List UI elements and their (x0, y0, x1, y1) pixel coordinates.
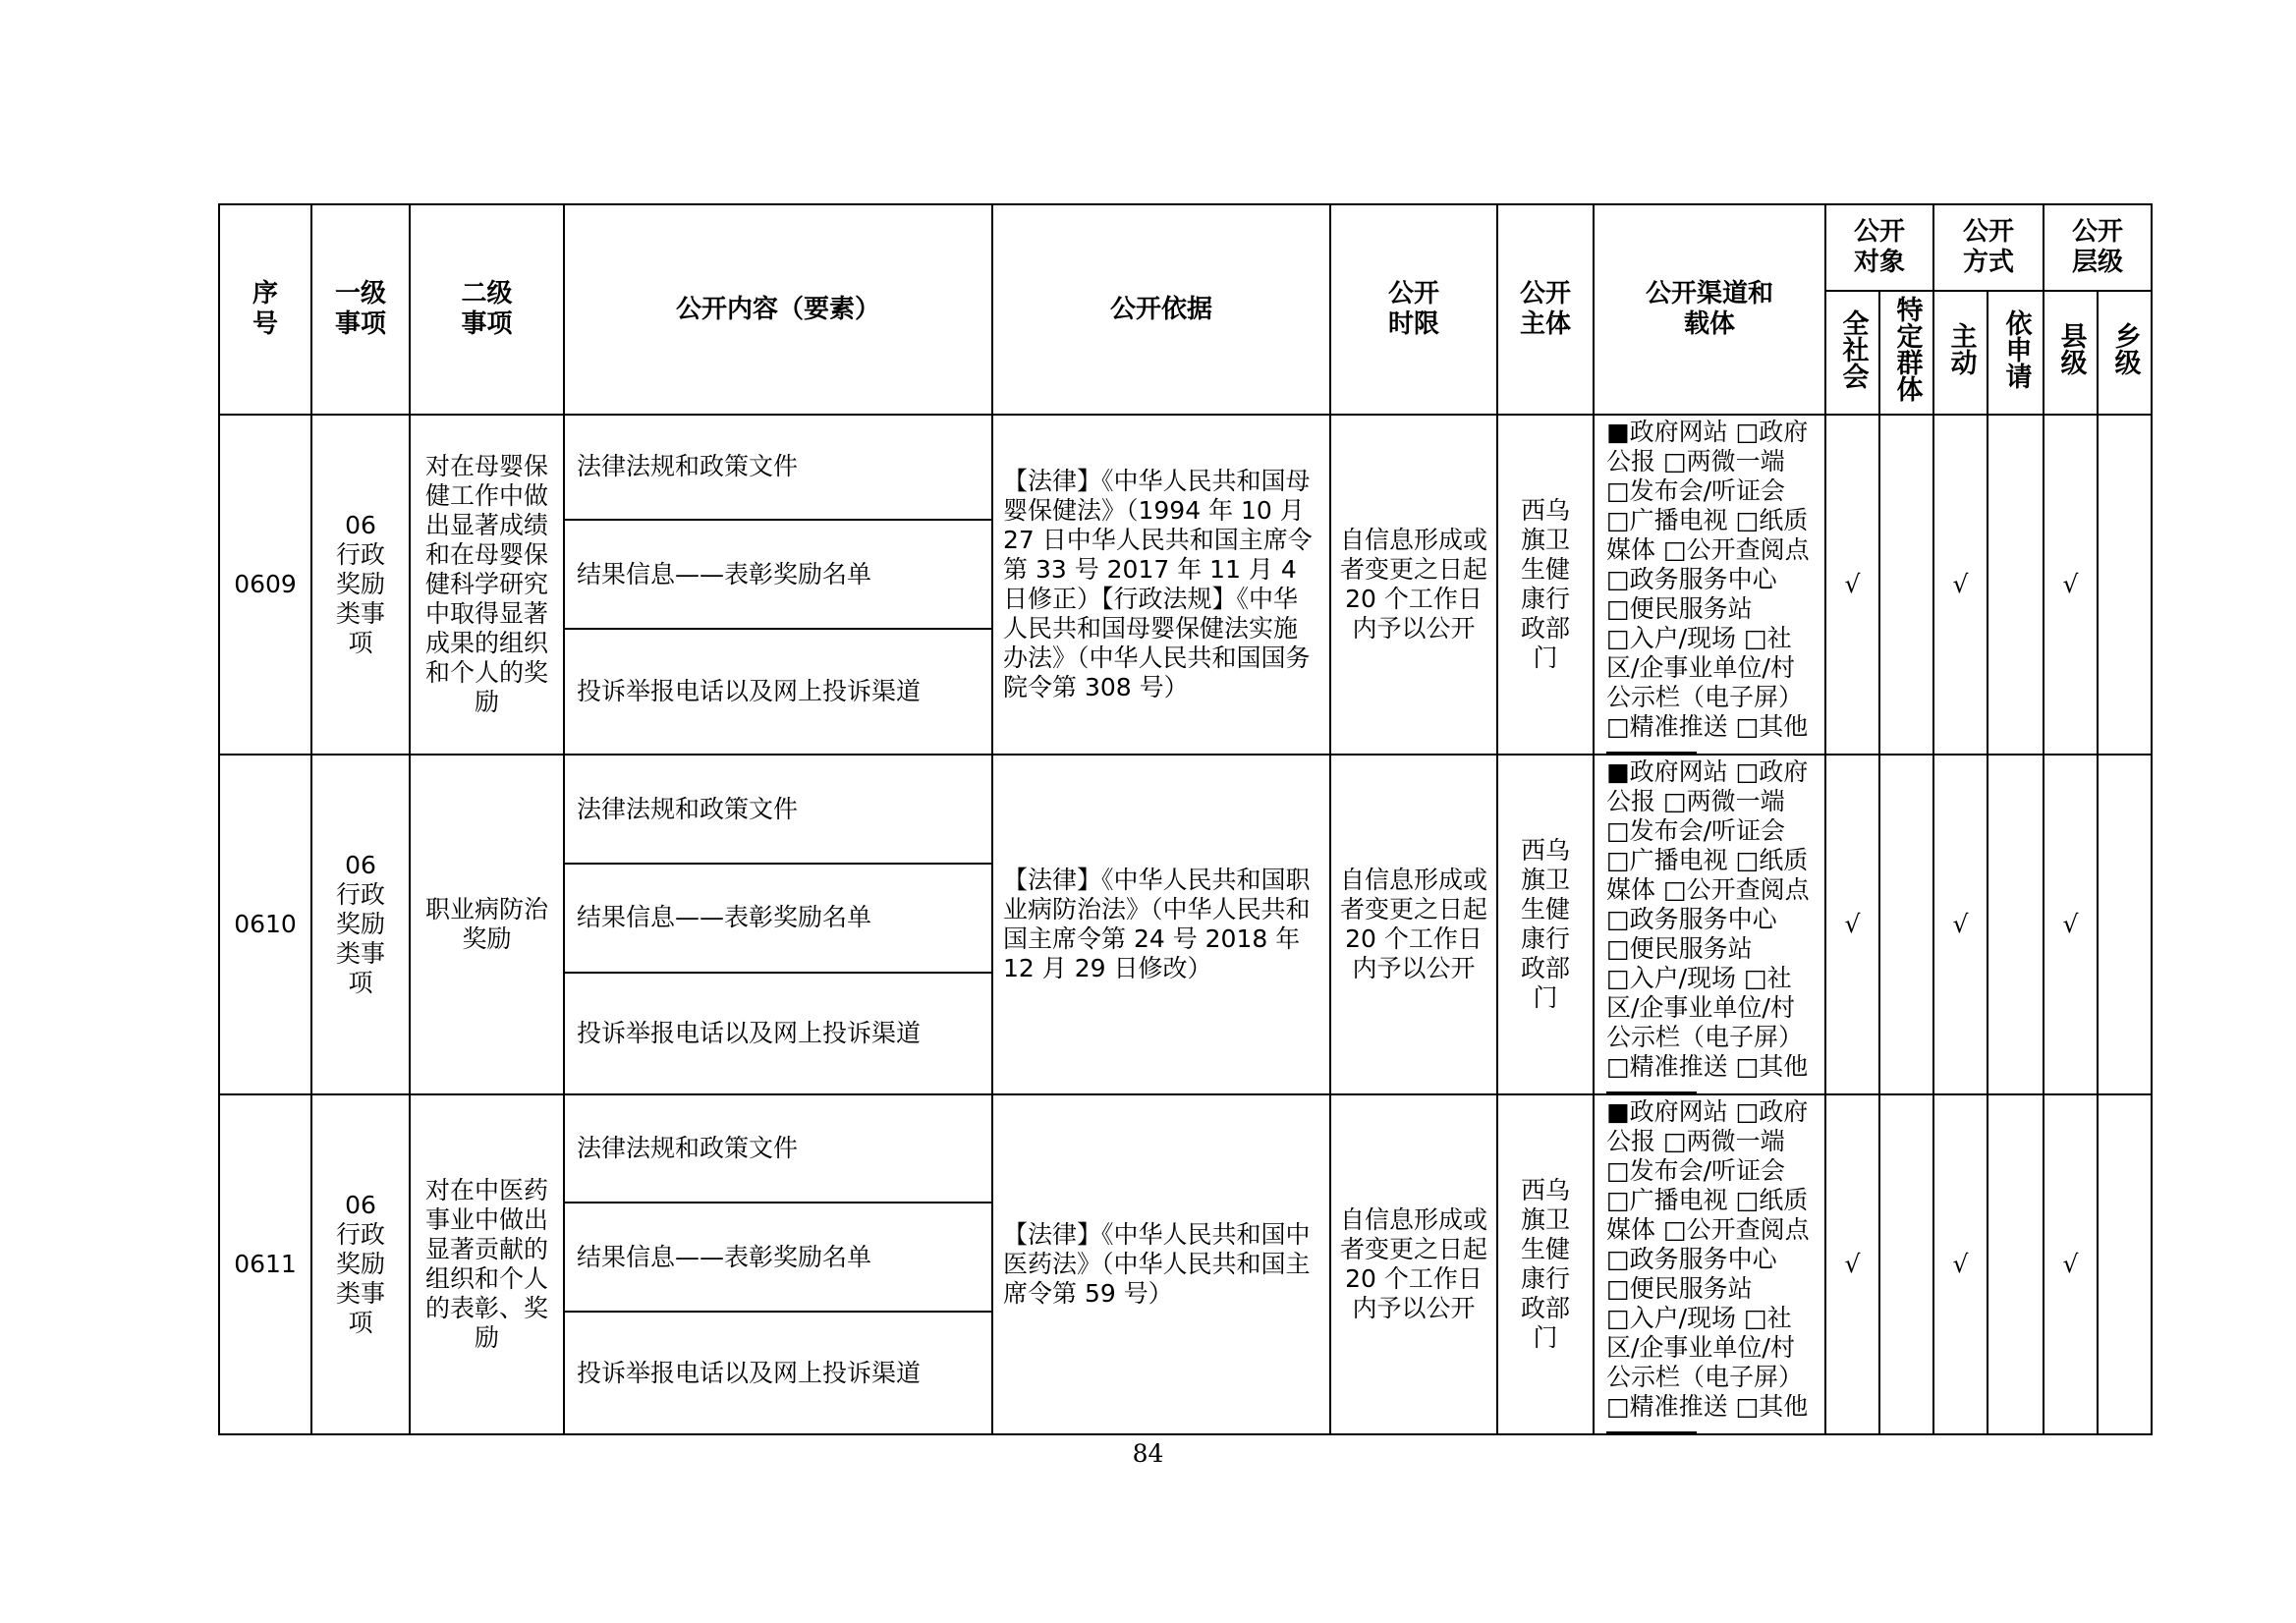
level2-cell: 对在母婴保健工作中做出显著成绩和在母婴保健科学研究中取得显著成果的组织和个人的奖励 (410, 415, 564, 755)
disclosure-table (218, 203, 2153, 1435)
page-number: 84 (1132, 1439, 1164, 1468)
level2-cell: 职业病防治奖励 (410, 755, 564, 1094)
target-all-mark: √ (1825, 415, 1879, 755)
header-level: 公开层级 (2044, 204, 2152, 291)
channel-option: □入户/现场 □社区/企事业单位/村公示栏（电子屏） (1606, 1304, 1804, 1392)
table-row (219, 755, 2152, 864)
content-cell: 结果信息——表彰奖励名单 (564, 520, 992, 630)
header-method-request: 依申请 (1988, 291, 2044, 415)
target-specific-mark (1879, 415, 1933, 755)
channel-option: □便民服务站 (1606, 594, 1753, 624)
header-method: 公开方式 (1933, 204, 2044, 291)
channel-underline (1606, 1091, 1697, 1093)
method-request-mark (1988, 755, 2044, 1094)
header-seq: 序号 (219, 204, 311, 415)
header-basis: 公开依据 (992, 204, 1330, 415)
basis-cell: 【法律】《中华人民共和国职业病防治法》（中华人民共和国主席令第 24 号 2018 年 12 月 29 日修改） (992, 755, 1330, 1094)
channel-cell (1594, 755, 1825, 1094)
channel-option: □入户/现场 □社区/企事业单位/村公示栏（电子屏） (1606, 624, 1804, 712)
channel-option: □精准推送 □其他 (1606, 1392, 1809, 1422)
content-cell: 法律法规和政策文件 (564, 1094, 992, 1203)
content-cell: 结果信息——表彰奖励名单 (564, 1203, 992, 1312)
method-active-mark: √ (1933, 1094, 1988, 1434)
header-level-township: 乡级 (2098, 291, 2152, 415)
channel-option: □发布会/听证会 (1606, 1156, 1786, 1186)
content-cell: 法律法规和政策文件 (564, 415, 992, 519)
level1-text: 06 行政奖励类事项 (335, 511, 385, 658)
level1-text: 06 行政奖励类事项 (335, 1191, 385, 1338)
basis-cell: 【法律】《中华人民共和国母婴保健法》（1994 年 10 月 27 日中华人民共和国主席令第 33 号 2017 年 11 月 4 日修正）【行政法规】《中华人民共和国母婴保健法实施办法》（中华人民共和国国务院令第 308 号） (992, 415, 1330, 755)
channel-option: ■政府网站 □政府公报 □两微一端 (1606, 418, 1809, 476)
channel-option: □广播电视 □纸质媒体 □公开查阅点 □政务服务中心 (1606, 1186, 1810, 1274)
header-time-limit: 公开时限 (1330, 204, 1497, 415)
channel-option: □发布会/听证会 (1606, 476, 1786, 506)
header-row-1 (219, 204, 2152, 291)
seq-cell: 0611 (219, 1094, 311, 1434)
time-limit-cell: 自信息形成或者变更之日起 20 个工作日内予以公开 (1330, 755, 1497, 1094)
subject-text: 西乌旗卫生健康行政部门 (1520, 1176, 1570, 1353)
content-cell: 投诉举报电话以及网上投诉渠道 (564, 1312, 992, 1434)
channel-option: □精准推送 □其他 (1606, 1052, 1809, 1082)
subject-text: 西乌旗卫生健康行政部门 (1520, 836, 1570, 1013)
table-row (219, 415, 2152, 519)
header-level1: 一级事项 (311, 204, 410, 415)
table-row (219, 1094, 2152, 1203)
target-all-mark: √ (1825, 755, 1879, 1094)
channel-option: ■政府网站 □政府公报 □两微一端 (1606, 757, 1809, 816)
table-body (219, 415, 2152, 1434)
level2-cell: 对在中医药事业中做出显著贡献的组织和个人的表彰、奖励 (410, 1094, 564, 1434)
header-level-county: 县级 (2044, 291, 2098, 415)
method-active-mark: √ (1933, 755, 1988, 1094)
subject-cell (1497, 415, 1594, 755)
channel-option: □便民服务站 (1606, 1274, 1753, 1304)
basis-cell: 【法律】《中华人民共和国中医药法》（中华人民共和国主席令第 59 号） (992, 1094, 1330, 1434)
header-subject: 公开主体 (1497, 204, 1594, 415)
header-target-all: 全社会 (1825, 291, 1879, 415)
channel-cell (1594, 415, 1825, 755)
channel-underline (1606, 1431, 1697, 1433)
level1-text: 06 行政奖励类事项 (335, 851, 385, 998)
channel-option: □入户/现场 □社区/企事业单位/村公示栏（电子屏） (1606, 964, 1804, 1052)
level-county-mark: √ (2044, 1094, 2098, 1434)
content-cell: 投诉举报电话以及网上投诉渠道 (564, 973, 992, 1095)
content-cell: 法律法规和政策文件 (564, 755, 992, 864)
method-request-mark (1988, 415, 2044, 755)
channel-option: □便民服务站 (1606, 934, 1753, 964)
channel-option: □精准推送 □其他 (1606, 712, 1809, 742)
channel-underline (1606, 752, 1697, 754)
level1-cell (311, 755, 410, 1094)
level1-cell (311, 1094, 410, 1434)
header-target: 公开对象 (1825, 204, 1933, 291)
level-township-mark (2098, 415, 2152, 755)
level-township-mark (2098, 1094, 2152, 1434)
content-cell: 结果信息——表彰奖励名单 (564, 864, 992, 973)
channel-option: □广播电视 □纸质媒体 □公开查阅点 □政务服务中心 (1606, 506, 1810, 594)
header-method-active: 主动 (1933, 291, 1988, 415)
header-level2: 二级事项 (410, 204, 564, 415)
seq-cell: 0609 (219, 415, 311, 755)
time-limit-cell: 自信息形成或者变更之日起 20 个工作日内予以公开 (1330, 1094, 1497, 1434)
level1-cell (311, 415, 410, 755)
level-township-mark (2098, 755, 2152, 1094)
subject-cell (1497, 1094, 1594, 1434)
content-cell: 投诉举报电话以及网上投诉渠道 (564, 629, 992, 755)
header-target-specific: 特定群体 (1879, 291, 1933, 415)
time-limit-cell: 自信息形成或者变更之日起 20 个工作日内予以公开 (1330, 415, 1497, 755)
level-county-mark: √ (2044, 415, 2098, 755)
channel-option: ■政府网站 □政府公报 □两微一端 (1606, 1097, 1809, 1156)
target-all-mark: √ (1825, 1094, 1879, 1434)
level-county-mark: √ (2044, 755, 2098, 1094)
target-specific-mark (1879, 1094, 1933, 1434)
channel-option: □广播电视 □纸质媒体 □公开查阅点 □政务服务中心 (1606, 846, 1810, 934)
channel-option: □发布会/听证会 (1606, 816, 1786, 846)
method-active-mark: √ (1933, 415, 1988, 755)
subject-text: 西乌旗卫生健康行政部门 (1520, 496, 1570, 673)
channel-cell (1594, 1094, 1825, 1434)
method-request-mark (1988, 1094, 2044, 1434)
subject-cell (1497, 755, 1594, 1094)
target-specific-mark (1879, 755, 1933, 1094)
seq-cell: 0610 (219, 755, 311, 1094)
header-channel: 公开渠道和载体 (1594, 204, 1825, 415)
header-content: 公开内容（要素） (564, 204, 992, 415)
